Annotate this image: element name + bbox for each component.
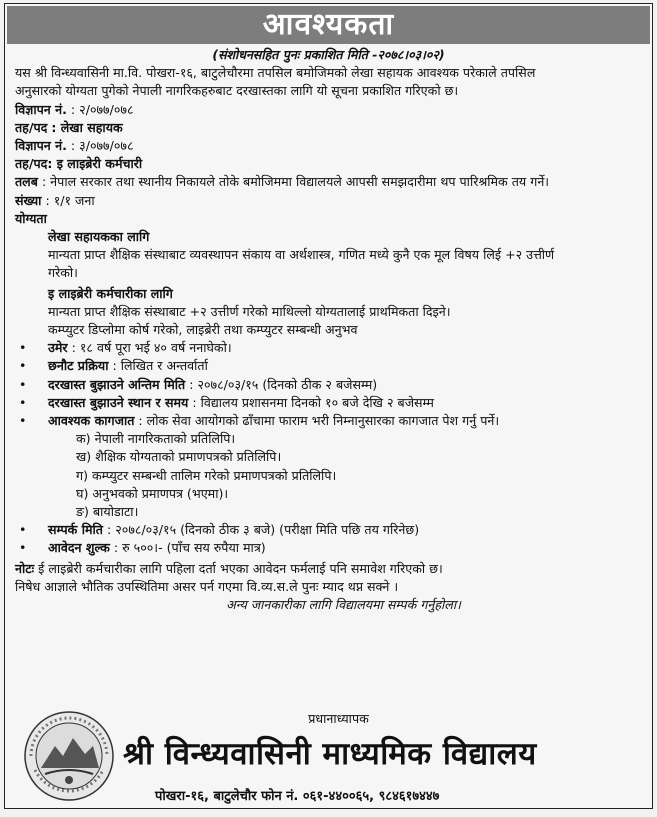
bullet-dot: • bbox=[19, 413, 27, 429]
salary-label: तलब bbox=[15, 174, 38, 190]
bullet-label: दरखास्त बुझाउने अन्तिम मिति bbox=[48, 376, 186, 392]
elibrary-line-2: कम्प्युटर डिप्लोमा कोर्ष गरेको, लाइब्रेरी तथा कम्प्युटर सम्बन्धी अनुभव bbox=[48, 322, 358, 338]
count-line bbox=[15, 192, 642, 210]
qualification-heading: योग्यता bbox=[15, 210, 47, 226]
bullet-documents bbox=[15, 412, 642, 430]
ad-post-value: : इ लाइब्रेरी कर्मचारी bbox=[47, 156, 143, 172]
ad-post-label: तह/पद bbox=[15, 156, 48, 172]
more-info-line: अन्य जानकारीका लागि विद्यालयमा सम्पर्क गर्नुहोला। bbox=[226, 597, 461, 613]
bullet-label: उमेर bbox=[48, 340, 68, 356]
republish-date: (संशोधनसहित पुनः प्रकाशित मिति -२०७८।०३।०२) bbox=[212, 47, 445, 62]
notice-page bbox=[4, 3, 653, 809]
bullet-dot: • bbox=[19, 540, 27, 556]
bullet-selection bbox=[15, 357, 642, 375]
salary-value: : नेपाल सरकार तथा स्थानीय निकायले तोके बमोजिममा विद्यालयले आपसी समझदारीमा थप पारिश्रमिक तय गर्ने। bbox=[41, 174, 550, 190]
bullet-place-time bbox=[15, 394, 642, 412]
count-label: संख्या bbox=[15, 192, 42, 208]
document-item-2: ख) शैक्षिक योग्यताको प्रमाणपत्रको प्रतिलिपि। bbox=[76, 449, 282, 465]
ad-number-2 bbox=[15, 137, 642, 155]
elibrary-heading: इ लाइब्रेरी कर्मचारीका लागि bbox=[48, 285, 173, 301]
bullet-value: : लिखित र अन्तर्वार्ता bbox=[112, 358, 208, 374]
document-item-1: क) नेपाली नागरिकताको प्रतिलिपि। bbox=[76, 431, 236, 447]
intro-line-2: अनुसारको योग्यता पुगेको नेपाली नागरिकहरुबाट दरखास्तका लागि यो सूचना प्रकाशित गरिएको छ। bbox=[15, 83, 459, 99]
notice-title: आवश्यकता bbox=[7, 6, 650, 44]
note-value: ई लाइब्रेरी कर्मचारीका लागि पहिला दर्ता भएका आवेदन फर्मलाई पनि समावेश गरिएको छ। bbox=[34, 560, 443, 576]
bullet-dot: • bbox=[19, 358, 27, 374]
bullet-label: सम्पर्क मिति bbox=[48, 522, 103, 538]
principal-label: प्रधानाध्यापक bbox=[308, 711, 369, 726]
bullet-value: : रु ५००।- (पाँच सय रुपैया मात्र) bbox=[113, 540, 266, 556]
bullet-dot: • bbox=[19, 376, 27, 392]
document-item-3: ग) कम्प्युटर सम्बन्धी तालिम गरेको प्रमाणपत्रको प्रतिलिपि। bbox=[76, 467, 337, 483]
ad-post-label: तह/पद bbox=[15, 119, 48, 135]
bullet-age bbox=[15, 339, 642, 357]
prohibition-line: निषेध आज्ञाले भौतिक उपस्थितिमा असर पर्न गएमा वि.व्य.स.ले पुनः म्याद थप्न सक्ने । bbox=[15, 578, 399, 594]
bullet-value: : लोक सेवा आयोगको ढाँचामा फाराम भरी निम्नानुसारका कागजात पेश गर्नु पर्ने। bbox=[138, 413, 500, 429]
school-contact: पोखरा-१६, बाटुलेचौर फोन नं. ०६१-४४००६५, ९८४६१७४४७ bbox=[155, 789, 440, 804]
ad-post-2 bbox=[15, 155, 642, 173]
bullet-value: : १८ वर्ष पूरा भई ४० वर्ष ननाघेको। bbox=[71, 340, 232, 356]
bullet-dot: • bbox=[19, 394, 27, 410]
bullet-label: छनौट प्रक्रिया bbox=[48, 358, 109, 374]
bullet-dot: • bbox=[19, 522, 27, 538]
ad-post-1 bbox=[15, 119, 642, 137]
document-item-4: घ) अनुभवको प्रमाणपत्र (भएमा)। bbox=[76, 485, 229, 501]
ad-number-value: : ३/०७७/०७८ bbox=[70, 138, 134, 154]
elibrary-line-1: मान्यता प्राप्त शैक्षिक संस्थाबाट +२ उत्तीर्ण गरेको माथिल्लो योग्यतालाई प्राथमिकता दिइने। bbox=[48, 303, 451, 319]
note-label: नोटः bbox=[15, 560, 35, 576]
notice-body bbox=[5, 44, 652, 614]
bullet-dot: • bbox=[19, 340, 27, 356]
note-line bbox=[15, 560, 642, 578]
school-name: श्री विन्ध्यवासिनी माध्यमिक विद्यालय bbox=[123, 736, 537, 772]
bullet-contact-date bbox=[15, 521, 642, 539]
accountant-line-2: गरेको। bbox=[48, 265, 78, 281]
bullet-label: आवेदन शुल्क bbox=[48, 540, 110, 556]
bullet-deadline bbox=[15, 376, 642, 394]
bullet-value: : विद्यालय प्रशासनमा दिनको १० बजे देखि २ बजेसम्म bbox=[192, 394, 434, 410]
ad-number-label: विज्ञापन नं. bbox=[15, 138, 67, 154]
signature-block bbox=[5, 708, 652, 808]
count-value: : १/१ जना bbox=[45, 192, 95, 208]
bullet-fee bbox=[15, 539, 642, 557]
bullet-value: : २०७८/०३/१५ (दिनको ठीक ३ बजे) (परीक्षा मिति पछि तय गरिनेछ) bbox=[107, 522, 420, 538]
document-item-5: ङ) बायोडाटा। bbox=[76, 504, 139, 520]
bullet-value: : २०७८/०३/१५ (दिनको ठीक २ बजेसम्म) bbox=[189, 376, 378, 392]
ad-number-value: : २/०७७/०७८ bbox=[70, 101, 134, 117]
bullet-label: आवश्यक कागजात bbox=[48, 413, 135, 429]
ad-number-label: विज्ञापन नं. bbox=[15, 101, 67, 117]
accountant-heading: लेखा सहायकका लागि bbox=[48, 229, 150, 245]
ad-number-1 bbox=[15, 101, 642, 119]
salary-line bbox=[15, 173, 642, 191]
intro-line-1: यस श्री विन्ध्यवासिनी मा.वि. पोखरा-१६, बाटुलेचौरमा तपसिल बमोजिमको लेखा सहायक आवश्यक परेकाले तपसिल bbox=[15, 65, 536, 81]
bullet-label: दरखास्त बुझाउने स्थान र समय bbox=[48, 394, 189, 410]
accountant-line-1: मान्यता प्राप्त शैक्षिक संस्थाबाट व्यवस्थापन संकाय वा अर्थशास्त्र, गणित मध्ये कुनै एक मूल विषय लिई +२ उत्तीर्ण bbox=[48, 247, 555, 263]
ad-post-value: : लेखा सहायक bbox=[51, 119, 123, 135]
